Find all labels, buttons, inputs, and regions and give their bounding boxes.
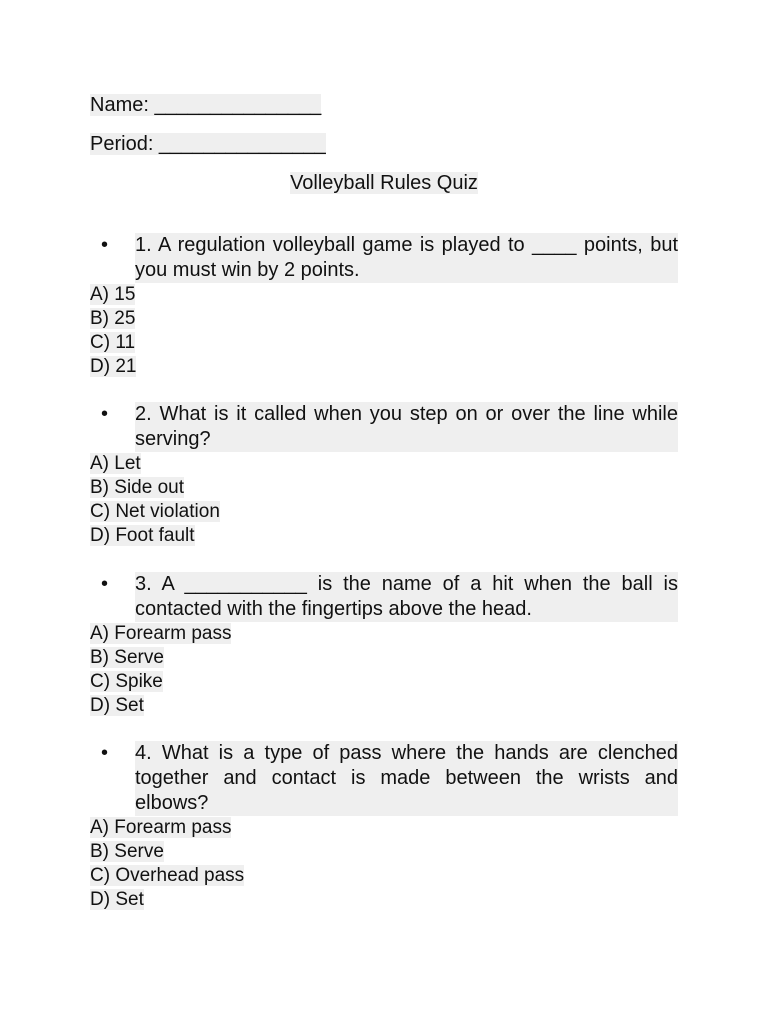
option-b: B) 25	[90, 308, 136, 329]
option-list	[90, 283, 678, 379]
quiz-title: Volleyball Rules Quiz	[290, 172, 478, 194]
option-c: C) Net violation	[90, 501, 220, 522]
bullet-icon: •	[101, 403, 109, 425]
question-1	[90, 233, 678, 379]
option-c: C) Overhead pass	[90, 865, 245, 886]
option-list	[90, 622, 678, 718]
bullet-icon: •	[101, 234, 109, 256]
option-a: A) Forearm pass	[90, 817, 232, 838]
period-field	[90, 131, 326, 157]
bullet-icon: •	[101, 573, 109, 595]
option-c: C) 11	[90, 332, 136, 353]
question-text: • 3. A ___________ is the name of a hit when the ball is contacted with the fingertips above the head.	[101, 573, 678, 620]
option-d: D) Set	[90, 695, 144, 716]
period-label: Period: _______________	[90, 133, 326, 155]
question-4	[90, 741, 678, 912]
question-text: • 1. A regulation volleyball game is played to ____ points, but you must win by 2 points.	[101, 234, 678, 281]
question-text: • 4. What is a type of pass where the hands are clenched together and contact is made between the wrists and elbows?	[101, 742, 678, 814]
option-b: B) Serve	[90, 841, 164, 862]
option-d: D) Foot fault	[90, 525, 195, 546]
question-text: • 2. What is it called when you step on or over the line while serving?	[101, 403, 678, 450]
option-c: C) Spike	[90, 671, 163, 692]
bullet-icon: •	[101, 742, 109, 764]
name-field	[90, 92, 321, 118]
option-b: B) Side out	[90, 477, 184, 498]
option-d: D) Set	[90, 889, 144, 910]
option-list	[90, 816, 678, 912]
question-2	[90, 402, 678, 548]
name-label: Name: _______________	[90, 94, 322, 116]
option-a: A) 15	[90, 284, 136, 305]
question-3	[90, 572, 678, 718]
option-d: D) 21	[90, 356, 137, 377]
option-a: A) Forearm pass	[90, 623, 232, 644]
option-b: B) Serve	[90, 647, 164, 668]
option-list	[90, 452, 678, 548]
option-a: A) Let	[90, 453, 141, 474]
